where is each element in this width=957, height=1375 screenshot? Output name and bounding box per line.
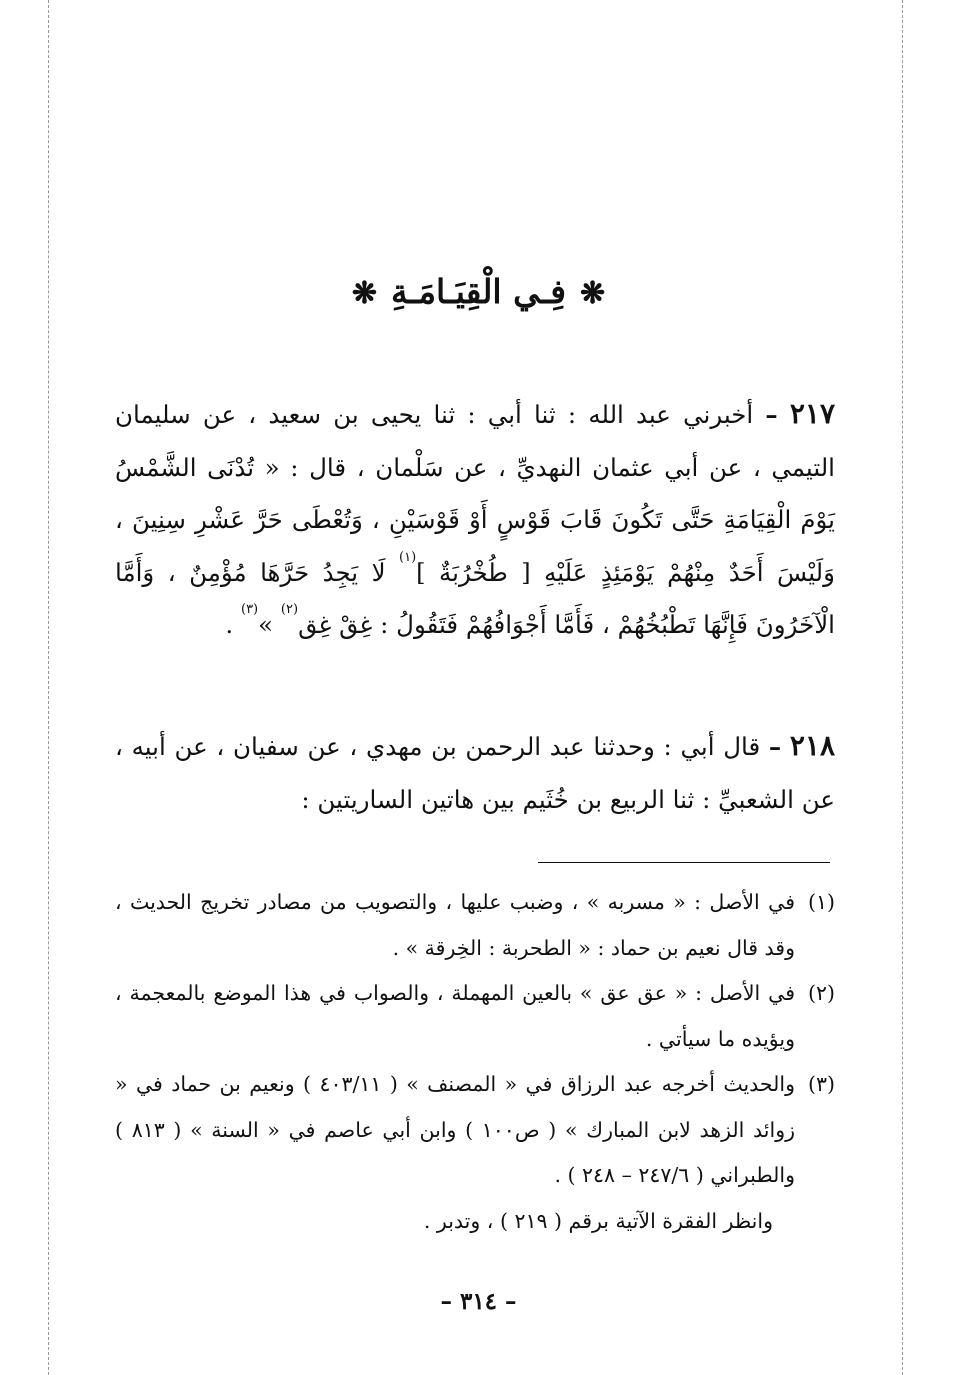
- footnote-ref-1[interactable]: (١): [399, 549, 417, 565]
- page-number: – ٣١٤ –: [440, 1288, 517, 1315]
- entry-text: .: [225, 610, 234, 639]
- entry-number: ٢١٧: [789, 397, 835, 430]
- footnote-text: والحديث أخرجه عبد الرزاق في « المصنف » ( ٤٠٣/١١ ) ونعيم بن حماد في « زوائد الزهد لابن المبارك » ( ص١٠٠ ) وابن أبي عاصم في « السنة » ( ٨١٣ ) والطبراني ( ٢٤٧/٦ – ٢٤٨ ) .: [115, 1072, 796, 1187]
- bracketed-word: طُخْرُبَةٌ: [439, 557, 508, 587]
- bracket-open: [: [521, 558, 531, 587]
- footnote-ref-3[interactable]: (٣): [240, 602, 259, 617]
- entry-dash: –: [765, 400, 778, 429]
- footnote-3-continuation: وانظر الفقرة الآتية برقم ( ٢١٩ ) ، وتدبر .: [423, 1208, 773, 1233]
- footnotes: [115, 880, 835, 1244]
- chapter-title: [0, 272, 957, 311]
- entry-218: [115, 720, 835, 826]
- footnote-text: في الأصل : « عق عق » بالعين المهملة ، والصواب في هذا الموضع بالمعجمة ، ويؤيده ما سيأتي .: [115, 981, 795, 1051]
- footnote-number: (٣): [807, 1072, 835, 1096]
- footnote-3: [115, 1062, 835, 1199]
- entry-number: ٢١٨: [789, 729, 835, 762]
- footnote-1: [115, 880, 835, 971]
- left-margin-guide: [48, 0, 49, 1375]
- footnote-separator: [538, 862, 830, 863]
- entry-text: لَا يَجِدُ حَرَّهَا مُؤْمِنٌ ، وَأَمَّا الْآخَرُونَ فَإِنَّهَا تَطْبُخُهُمْ ، فَأَمَّا أَجْوَافُهُمْ فَتَقُولُ : غِقْ غِق: [115, 557, 835, 639]
- entry-text: »: [258, 610, 274, 639]
- entry-text: قال أبي : وحدثنا عبد الرحمن بن مهدي ، عن سفيان ، عن أبيه ، عن الشعبيِّ : ثنا الربيع بن خُثَيم بين هاتين الساريتين :: [115, 732, 835, 814]
- chapter-title-text: فِـي الْقِيَـامَـةِ: [390, 272, 567, 311]
- entry-text: أخبرني عبد الله : ثنا أبي : ثنا يحيى بن سعيد ، عن سليمان التيمي ، عن أبي عثمان النهديِّ ، عن سَلْمان ، قال : « تُدْنَى الشَّمْسُ يَوْمَ الْقِيَامَةِ حَتَّى تَكُونَ قَابَ قَوْسٍ أَوْ قَوْسَيْنِ ، وَتُعْطَى حَرَّ عَشْرِ سِنِينَ ، وَلَيْسَ أَحَدٌ مِنْهُمْ يَوْمَئِذٍ عَلَيْهِ: [115, 400, 835, 587]
- bracket-close: ]: [416, 558, 426, 587]
- entry-217: [115, 388, 835, 652]
- star-ornament-icon: ❋: [580, 276, 606, 311]
- footnote-2: [115, 971, 835, 1062]
- footnote-number: (١): [807, 890, 835, 914]
- entry-dash: –: [768, 732, 782, 761]
- star-ornament-icon: ❋: [351, 276, 377, 311]
- footnote-text: في الأصل : « مسربه » ، وضبب عليها ، والتصويب من مصادر تخريج الحديث ، وقد قال نعيم بن حماد : « الطحربة : الخِرقة » .: [115, 890, 795, 960]
- right-margin-guide: [902, 0, 903, 1375]
- footnote-ref-2[interactable]: (٢): [280, 602, 299, 617]
- footnote-number: (٢): [807, 981, 835, 1005]
